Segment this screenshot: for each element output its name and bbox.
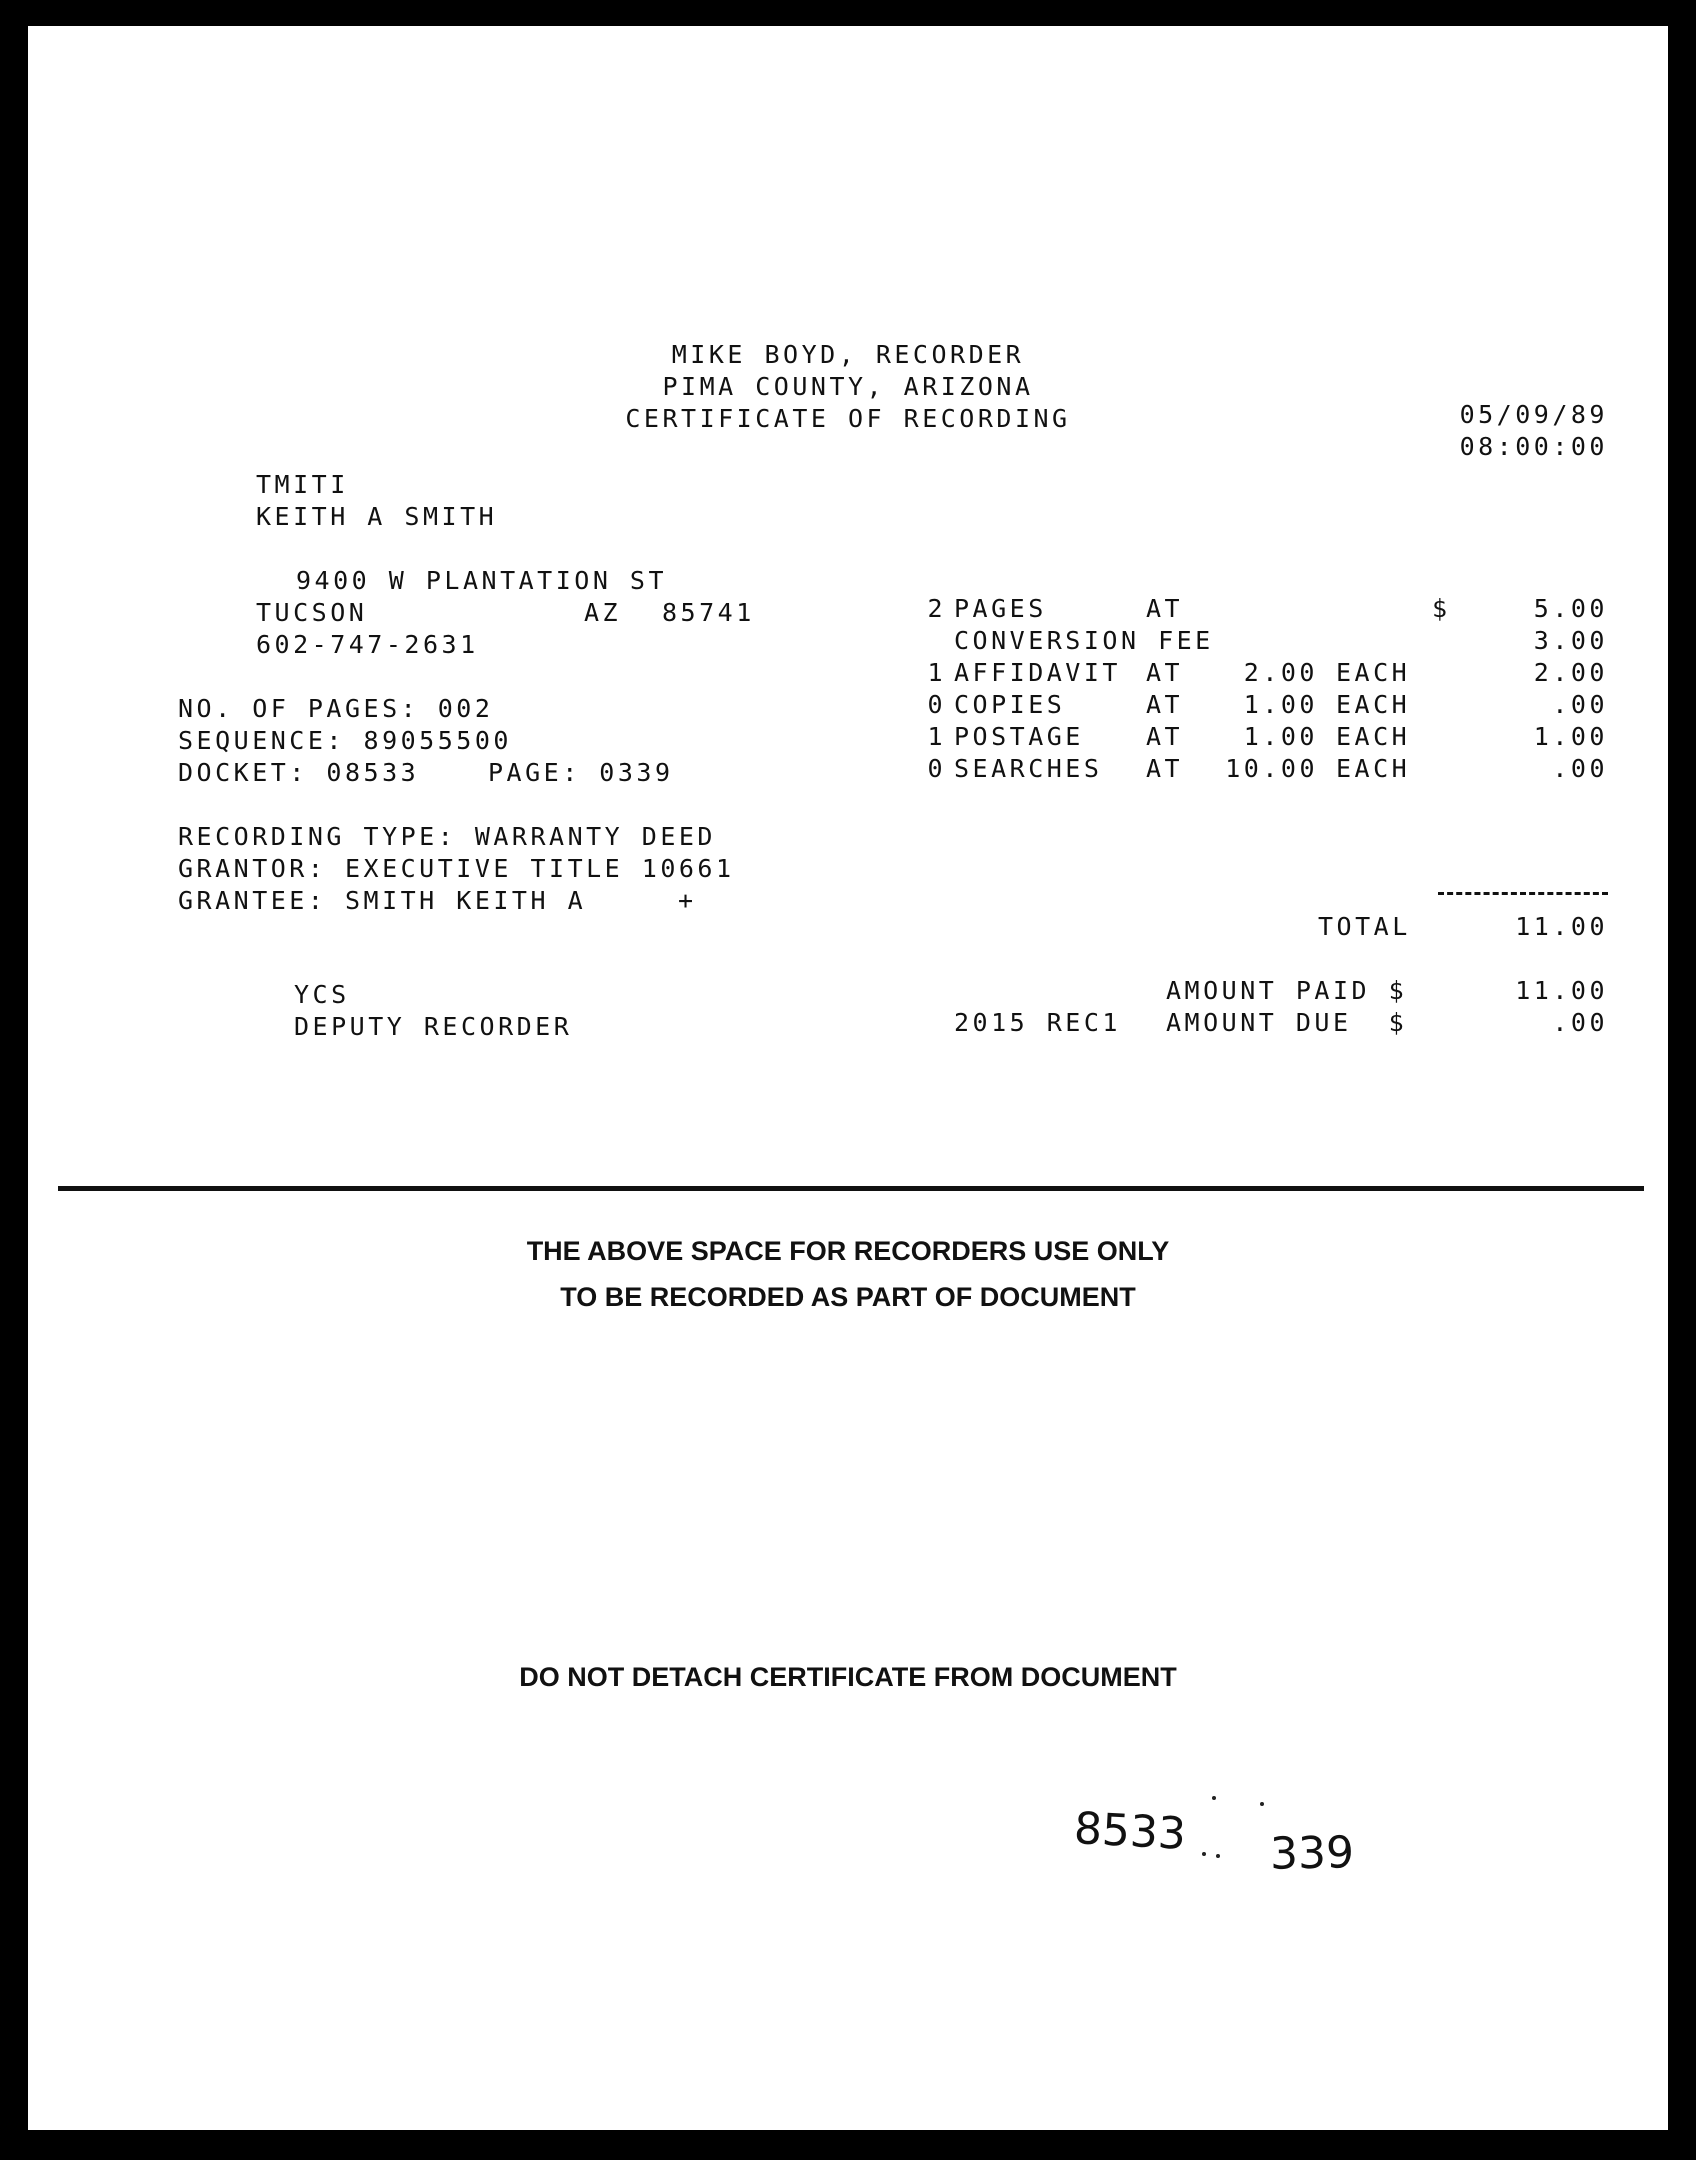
fee-each: EACH: [1336, 658, 1411, 687]
fee-item: CONVERSION FEE: [954, 626, 1214, 655]
fee-qty: 0: [927, 690, 946, 719]
recorder-use-notice: THE ABOVE SPACE FOR RECORDERS USE ONLY: [526, 1236, 1170, 1266]
fee-at: AT: [1146, 722, 1184, 751]
addressee-name: KEITH A SMITH: [256, 502, 498, 531]
fee-qty: 1: [927, 658, 946, 687]
fee-amount: 1.00: [1533, 722, 1608, 751]
addressee-state: AZ: [584, 598, 622, 627]
number-of-pages: NO. OF PAGES: 002: [178, 694, 494, 723]
certificate-page: [28, 26, 1668, 2130]
record-part-notice: TO BE RECORDED AS PART OF DOCUMENT: [560, 1282, 1136, 1312]
total-separator: [1438, 892, 1608, 895]
deputy-title: DEPUTY RECORDER: [294, 1012, 573, 1041]
recording-time: 08:00:00: [1459, 432, 1608, 461]
do-not-detach-notice: DO NOT DETACH CERTIFICATE FROM DOCUMENT: [519, 1662, 1177, 1692]
receipt-number: 2015 REC1: [954, 1008, 1121, 1037]
fee-each: EACH: [1336, 722, 1411, 751]
fee-item: SEARCHES: [954, 754, 1103, 783]
handwritten-page: 339: [1269, 1827, 1355, 1880]
addressee-code: TMITI: [256, 470, 349, 499]
total-amount: 11.00: [1515, 912, 1608, 941]
speck: [1202, 1852, 1206, 1856]
fee-at: AT: [1146, 754, 1184, 783]
fee-qty: 0: [927, 754, 946, 783]
fee-item: POSTAGE: [954, 722, 1084, 751]
fee-amount: 2.00: [1533, 658, 1608, 687]
recording-type: RECORDING TYPE: WARRANTY DEED: [178, 822, 716, 851]
fee-qty: 2: [927, 594, 946, 623]
amount-due-label: AMOUNT DUE $: [1166, 1008, 1408, 1037]
total-label: TOTAL: [1318, 912, 1411, 941]
docket-number: DOCKET: 08533: [178, 758, 420, 787]
certificate-title: CERTIFICATE OF RECORDING: [625, 404, 1071, 433]
handwritten-docket: 8533: [1072, 1803, 1188, 1860]
recorder-name: MIKE BOYD, RECORDER: [671, 340, 1025, 369]
county-name: PIMA COUNTY, ARIZONA: [662, 372, 1034, 401]
page-number: PAGE: 0339: [488, 758, 674, 787]
fee-each: EACH: [1336, 754, 1411, 783]
fee-amount: .00: [1552, 754, 1608, 783]
fee-rate: 2.00: [1243, 658, 1318, 687]
fee-item: AFFIDAVIT: [954, 658, 1121, 687]
amount-paid: 11.00: [1515, 976, 1608, 1005]
deputy-initials: YCS: [294, 980, 350, 1009]
fee-amount: 3.00: [1533, 626, 1608, 655]
sequence-number: SEQUENCE: 89055500: [178, 726, 512, 755]
speck: [1212, 1796, 1216, 1800]
addressee-street: 9400 W PLANTATION ST: [296, 566, 668, 595]
recording-date: 05/09/89: [1459, 400, 1608, 429]
fee-currency: $: [1432, 594, 1451, 623]
fee-rate: 1.00: [1243, 690, 1318, 719]
addressee-phone: 602-747-2631: [256, 630, 479, 659]
fee-item: PAGES: [954, 594, 1047, 623]
addressee-city: TUCSON: [256, 598, 368, 627]
grantee-mark: +: [678, 886, 697, 915]
fee-at: AT: [1146, 658, 1184, 687]
fee-each: EACH: [1336, 690, 1411, 719]
fee-amount: 5.00: [1533, 594, 1608, 623]
fee-at: AT: [1146, 594, 1184, 623]
fee-item: COPIES: [954, 690, 1066, 719]
fee-rate: 1.00: [1243, 722, 1318, 751]
fee-rate: 10.00: [1225, 754, 1318, 783]
speck: [1216, 1854, 1220, 1858]
section-divider: [58, 1186, 1644, 1191]
amount-due: .00: [1552, 1008, 1608, 1037]
speck: [1260, 1802, 1264, 1806]
addressee-zip: 85741: [662, 598, 755, 627]
grantee: GRANTEE: SMITH KEITH A: [178, 886, 587, 915]
grantor: GRANTOR: EXECUTIVE TITLE 10661: [178, 854, 735, 883]
amount-paid-label: AMOUNT PAID $: [1166, 976, 1408, 1005]
fee-at: AT: [1146, 690, 1184, 719]
fee-amount: .00: [1552, 690, 1608, 719]
fee-qty: 1: [927, 722, 946, 751]
